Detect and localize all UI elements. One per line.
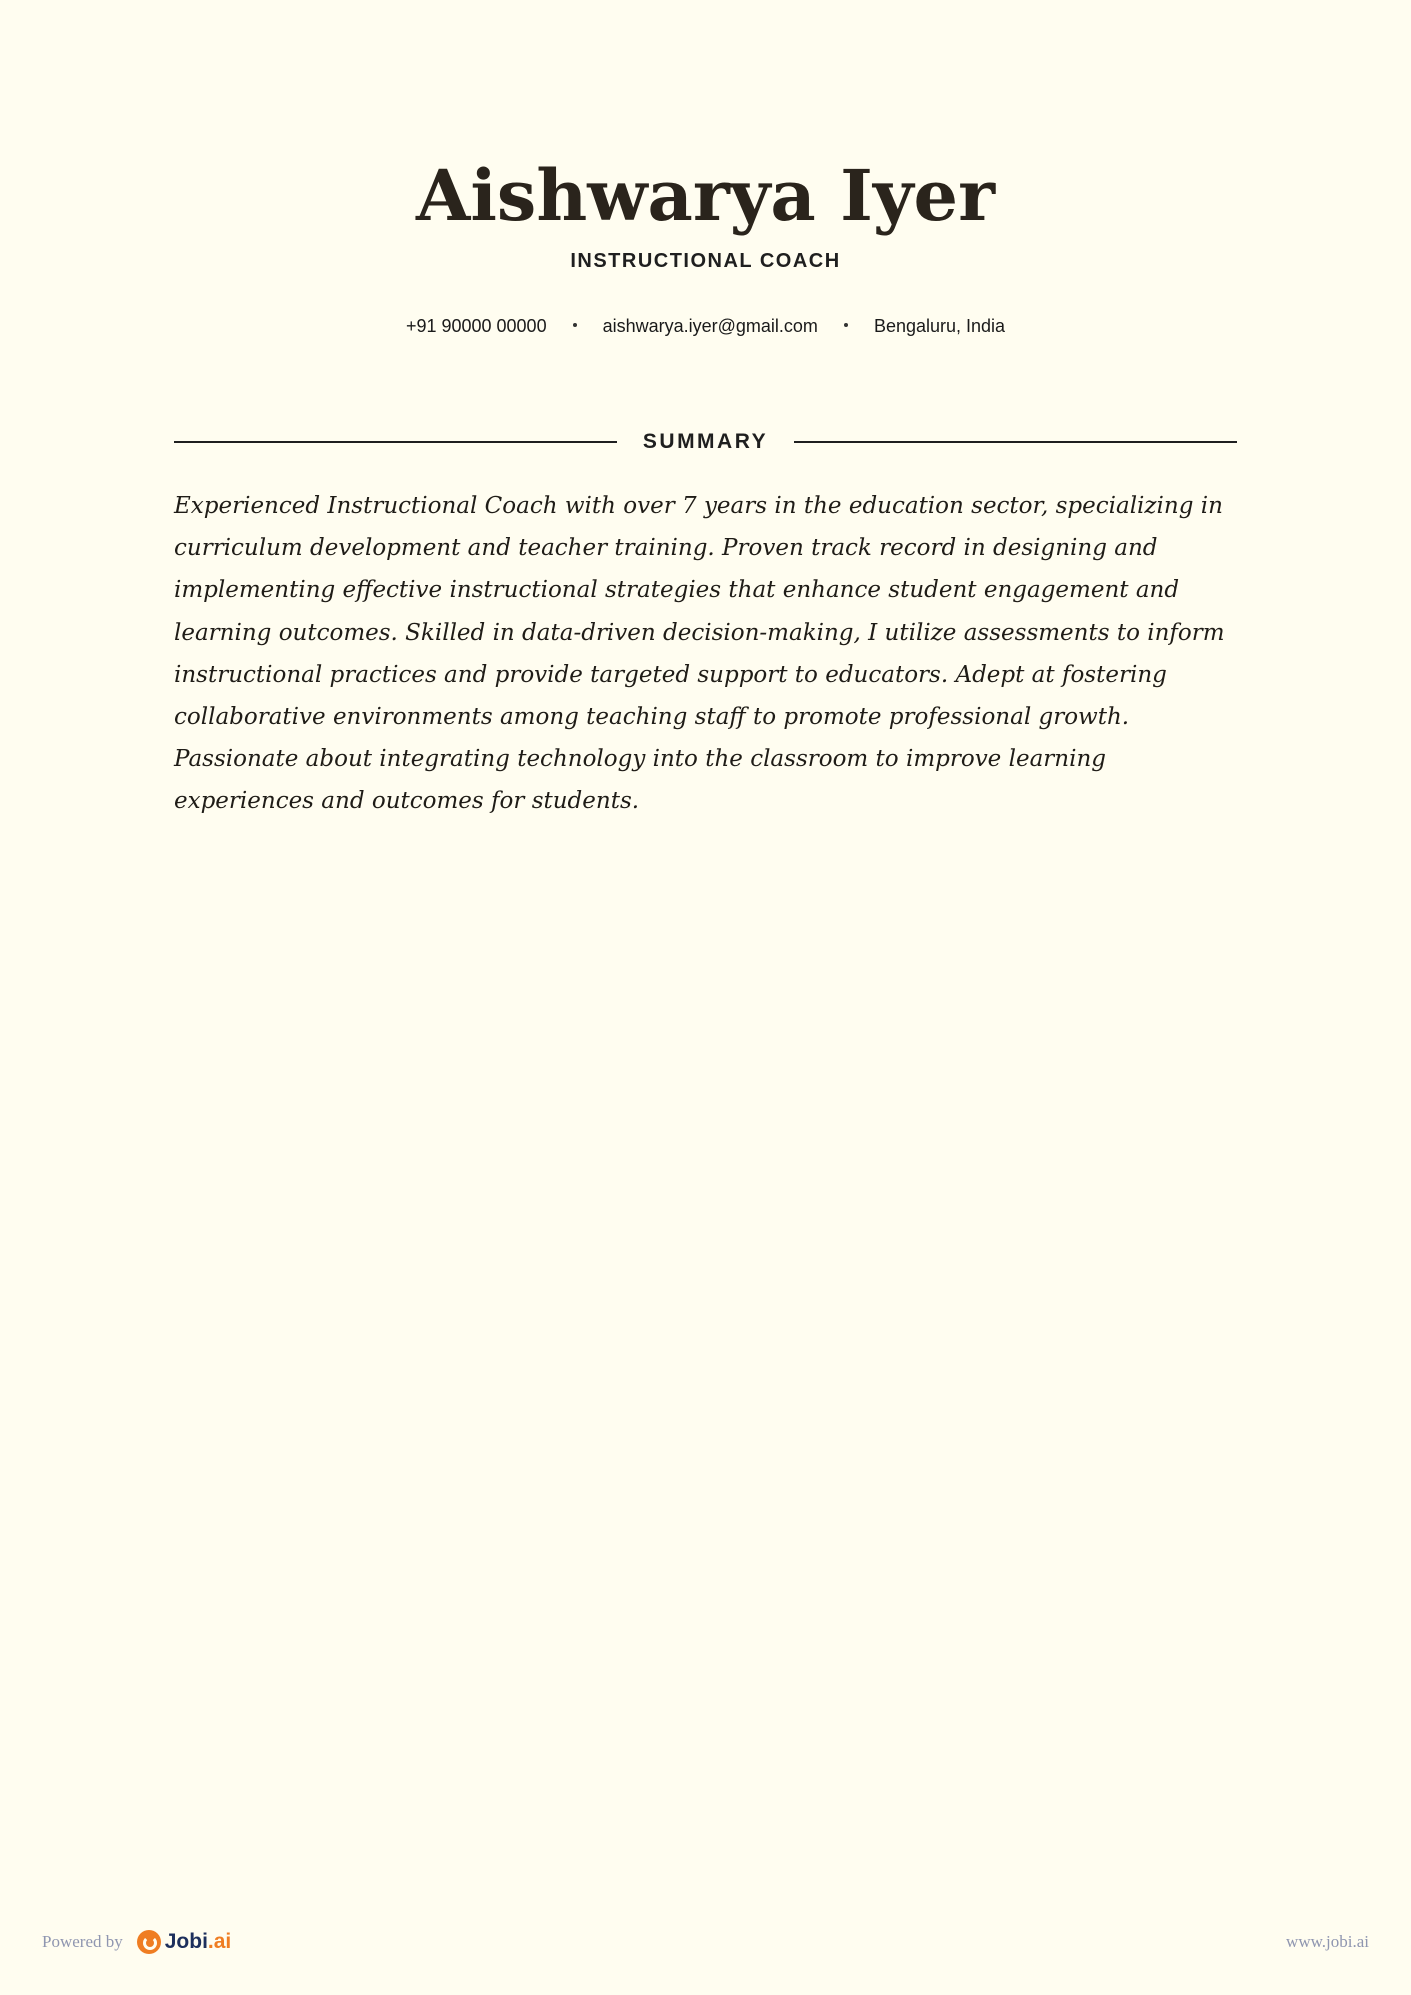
summary-section-header <box>174 430 1237 454</box>
email-address: aishwarya.iyer@gmail.com <box>602 316 818 336</box>
brand-logo-link[interactable] <box>137 1930 232 1954</box>
divider-line-right <box>794 441 1237 443</box>
summary-heading: SUMMARY <box>642 430 769 453</box>
jobi-logo-icon <box>137 1930 161 1954</box>
brand-name <box>165 1930 232 1954</box>
contact-line <box>0 316 1411 337</box>
powered-by-footer <box>42 1930 231 1954</box>
website-link[interactable]: www.jobi.ai <box>1286 1932 1369 1951</box>
brand-name-accent: .ai <box>207 1930 232 1953</box>
location: Bengaluru, India <box>873 316 1006 336</box>
separator-dot <box>844 323 848 327</box>
brand-name-main: Jobi <box>164 1930 208 1953</box>
powered-by-label: Powered by <box>42 1932 123 1951</box>
separator-dot <box>573 323 577 327</box>
divider-line-left <box>174 441 617 443</box>
summary-text: Experienced Instructional Coach with over 7 years in the education sector, specializing in curriculum development and teacher training. Proven track record in designing and implementing effective instructional strategies that enhance student engagement and learning outcomes. Skilled in data-driven decision-making, I utilize assessments to inform instructional practices and provide targeted support to educators. Adept at fostering collaborative environments among teaching staff to promote professional growth. Passionate about integrating technology into the classroom to improve learning experiences and outcomes for students. <box>174 493 1225 815</box>
resume-header <box>0 150 1411 273</box>
job-title: INSTRUCTIONAL COACH <box>570 250 841 272</box>
candidate-name: Aishwarya Iyer <box>416 154 995 237</box>
phone-number: +91 90000 00000 <box>405 316 547 336</box>
